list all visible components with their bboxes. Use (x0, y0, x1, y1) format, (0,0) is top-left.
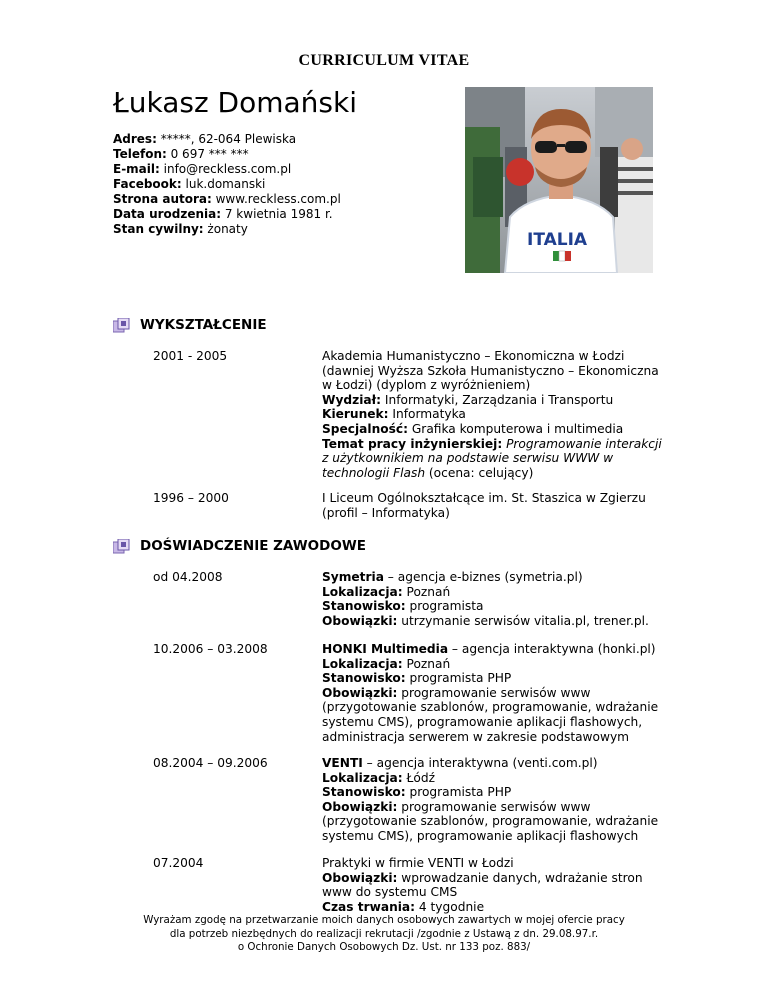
section-bullet-icon (113, 539, 130, 554)
facebook-row (113, 177, 341, 192)
company-desc-2: – agencja interaktywna (honki.pl) (448, 642, 656, 656)
footer-line-2: dla potrzeb niezbędnych do realizacji rekrutacji /zgodnie z Ustawą z dn. 29.08.97.r. (169, 927, 599, 940)
thesis-grade: (ocena: celujący) (425, 465, 534, 480)
education-heading (113, 317, 267, 333)
email-label: E-mail: (113, 162, 160, 176)
gdpr-consent-footer (0, 914, 768, 955)
footer-line-1: Wyrażam zgodę na przetwarzanie moich danych osobowych zawartych w mojej ofercie pracy (143, 914, 625, 926)
duties-value-4: wprowadzanie danych, wdrażanie stron www do systemu CMS (322, 870, 643, 900)
profile-photo-illustration (465, 87, 653, 273)
education-school-2: I Liceum Ogólnokształcące im. St. Staszica w Zgierzu (profil – Informatyka) (322, 491, 646, 520)
education-school-1: Akademia Humanistyczno – Ekonomiczna w Łodzi (dawniej Wyższa Szkoła Humanistyczno – Ekonomiczna w Łodzi) (dyplom z wyróżnieniem) (322, 349, 659, 393)
marital-status-label: Stan cywilny: (113, 222, 204, 236)
experience-entry-4 (153, 856, 663, 914)
website-value[interactable]: www.reckless.com.pl (211, 192, 341, 206)
company-desc-3: – agencja interaktywna (venti.com.pl) (362, 756, 598, 770)
section-bullet-icon (113, 318, 130, 333)
website-label: Strona autora: (113, 192, 212, 206)
website-row (113, 192, 341, 207)
facebook-value: luk.domanski (181, 177, 266, 191)
position-value-1: programista (405, 599, 484, 614)
address-row (113, 132, 341, 147)
experience-body-2 (322, 642, 662, 744)
education-body-1 (322, 349, 662, 480)
experience-body-3 (322, 756, 662, 844)
location-label-2: Lokalizacja: (322, 656, 403, 671)
position-value-2: programista PHP (405, 671, 512, 686)
birthdate-row (113, 207, 341, 222)
education-date-1: 2001 - 2005 (153, 349, 228, 363)
location-label-1: Lokalizacja: (322, 584, 403, 599)
address-value: *****, 62-064 Plewiska (156, 132, 297, 146)
experience-date-2: 10.2006 – 03.2008 (153, 642, 268, 656)
experience-entry-3 (153, 756, 663, 844)
education-entry-1 (153, 349, 663, 479)
phone-label: Telefon: (113, 147, 167, 161)
phone-value: 0 697 *** *** (166, 147, 249, 161)
marital-status-row (113, 222, 341, 237)
specialization-label: Specjalność: (322, 421, 408, 436)
duration-label: Czas trwania: (322, 899, 416, 914)
location-value-1: Poznań (402, 584, 451, 599)
email-value[interactable]: info@reckless.com.pl (159, 162, 292, 176)
position-label-1: Stanowisko: (322, 599, 406, 614)
facebook-label: Facebook: (113, 177, 182, 191)
shirt-text: ITALIA (527, 230, 588, 250)
document-title: CURRICULUM VITAE (298, 52, 470, 69)
person-name: Łukasz Domański (113, 86, 358, 119)
specialization-value: Grafika komputerowa i multimedia (407, 421, 624, 436)
personal-info (113, 132, 341, 237)
duties-label-4: Obowiązki: (322, 870, 398, 885)
birthdate-label: Data urodzenia: (113, 207, 222, 221)
marital-status-value: żonaty (203, 222, 248, 236)
experience-body-4 (322, 856, 662, 914)
phone-row (113, 147, 341, 162)
position-label-3: Stanowisko: (322, 785, 406, 800)
address-label: Adres: (113, 132, 157, 146)
experience-entry-2 (153, 642, 663, 744)
duties-label-2: Obowiązki: (322, 685, 398, 700)
faculty-value: Informatyki, Zarządzania i Transportu (381, 392, 614, 407)
experience-date-4: 07.2004 (153, 856, 204, 870)
company-name-3: VENTI (322, 756, 363, 770)
field-of-study-value: Informatyka (388, 407, 466, 422)
footer-line-3: o Ochronie Danych Osobowych Dz. Ust. nr 133 poz. 883/ (237, 941, 531, 953)
thesis-title: Programowanie interakcji z użytkownikiem na podstawie serwisu WWW w technologii Flash (322, 436, 662, 480)
experience-date-3: 08.2004 – 09.2006 (153, 756, 268, 770)
duties-value-3: programowanie serwisów www (przygotowanie szablonów, programowanie, wdrażanie systemu CMS), programowanie aplikacji flashowych (322, 799, 659, 843)
education-date-2: 1996 – 2000 (153, 491, 229, 505)
birthdate-value: 7 kwietnia 1981 r. (221, 207, 333, 221)
location-label-3: Lokalizacja: (322, 770, 403, 785)
location-value-3: Łódź (402, 770, 435, 785)
experience-heading (113, 538, 366, 554)
company-name-1: Symetria (322, 570, 384, 584)
duties-value-1: utrzymanie serwisów vitalia.pl, trener.pl. (397, 613, 649, 628)
company-name-2: HONKI Multimedia (322, 642, 449, 656)
experience-heading-text: DOŚWIADCZENIE ZAWODOWE (140, 538, 366, 554)
company-desc-1: – agencja e-biznes (symetria.pl) (383, 570, 583, 584)
duties-value-2: programowanie serwisów www (przygotowanie szablonów, programowanie, wdrażanie systemu CMS), programowanie aplikacji flashowych, administracja serwerem w zakresie podstawowym (322, 685, 659, 744)
duties-label-1: Obowiązki: (322, 613, 398, 628)
internship-title: Praktyki w firmie VENTI w Łodzi (322, 856, 514, 870)
education-heading-text: WYKSZTAŁCENIE (140, 317, 267, 333)
profile-photo (465, 87, 653, 273)
thesis-label: Temat pracy inżynierskiej: (322, 436, 503, 451)
email-row (113, 162, 341, 177)
position-label-2: Stanowisko: (322, 671, 406, 686)
field-of-study-label: Kierunek: (322, 407, 389, 422)
experience-body-1 (322, 570, 662, 628)
experience-entry-1 (153, 570, 663, 630)
faculty-label: Wydział: (322, 392, 382, 407)
duties-label-3: Obowiązki: (322, 799, 398, 814)
position-value-3: programista PHP (405, 785, 512, 800)
duration-value: 4 tygodnie (415, 899, 485, 914)
experience-date-1: od 04.2008 (153, 570, 223, 584)
education-entry-2 (153, 491, 663, 521)
location-value-2: Poznań (402, 656, 451, 671)
